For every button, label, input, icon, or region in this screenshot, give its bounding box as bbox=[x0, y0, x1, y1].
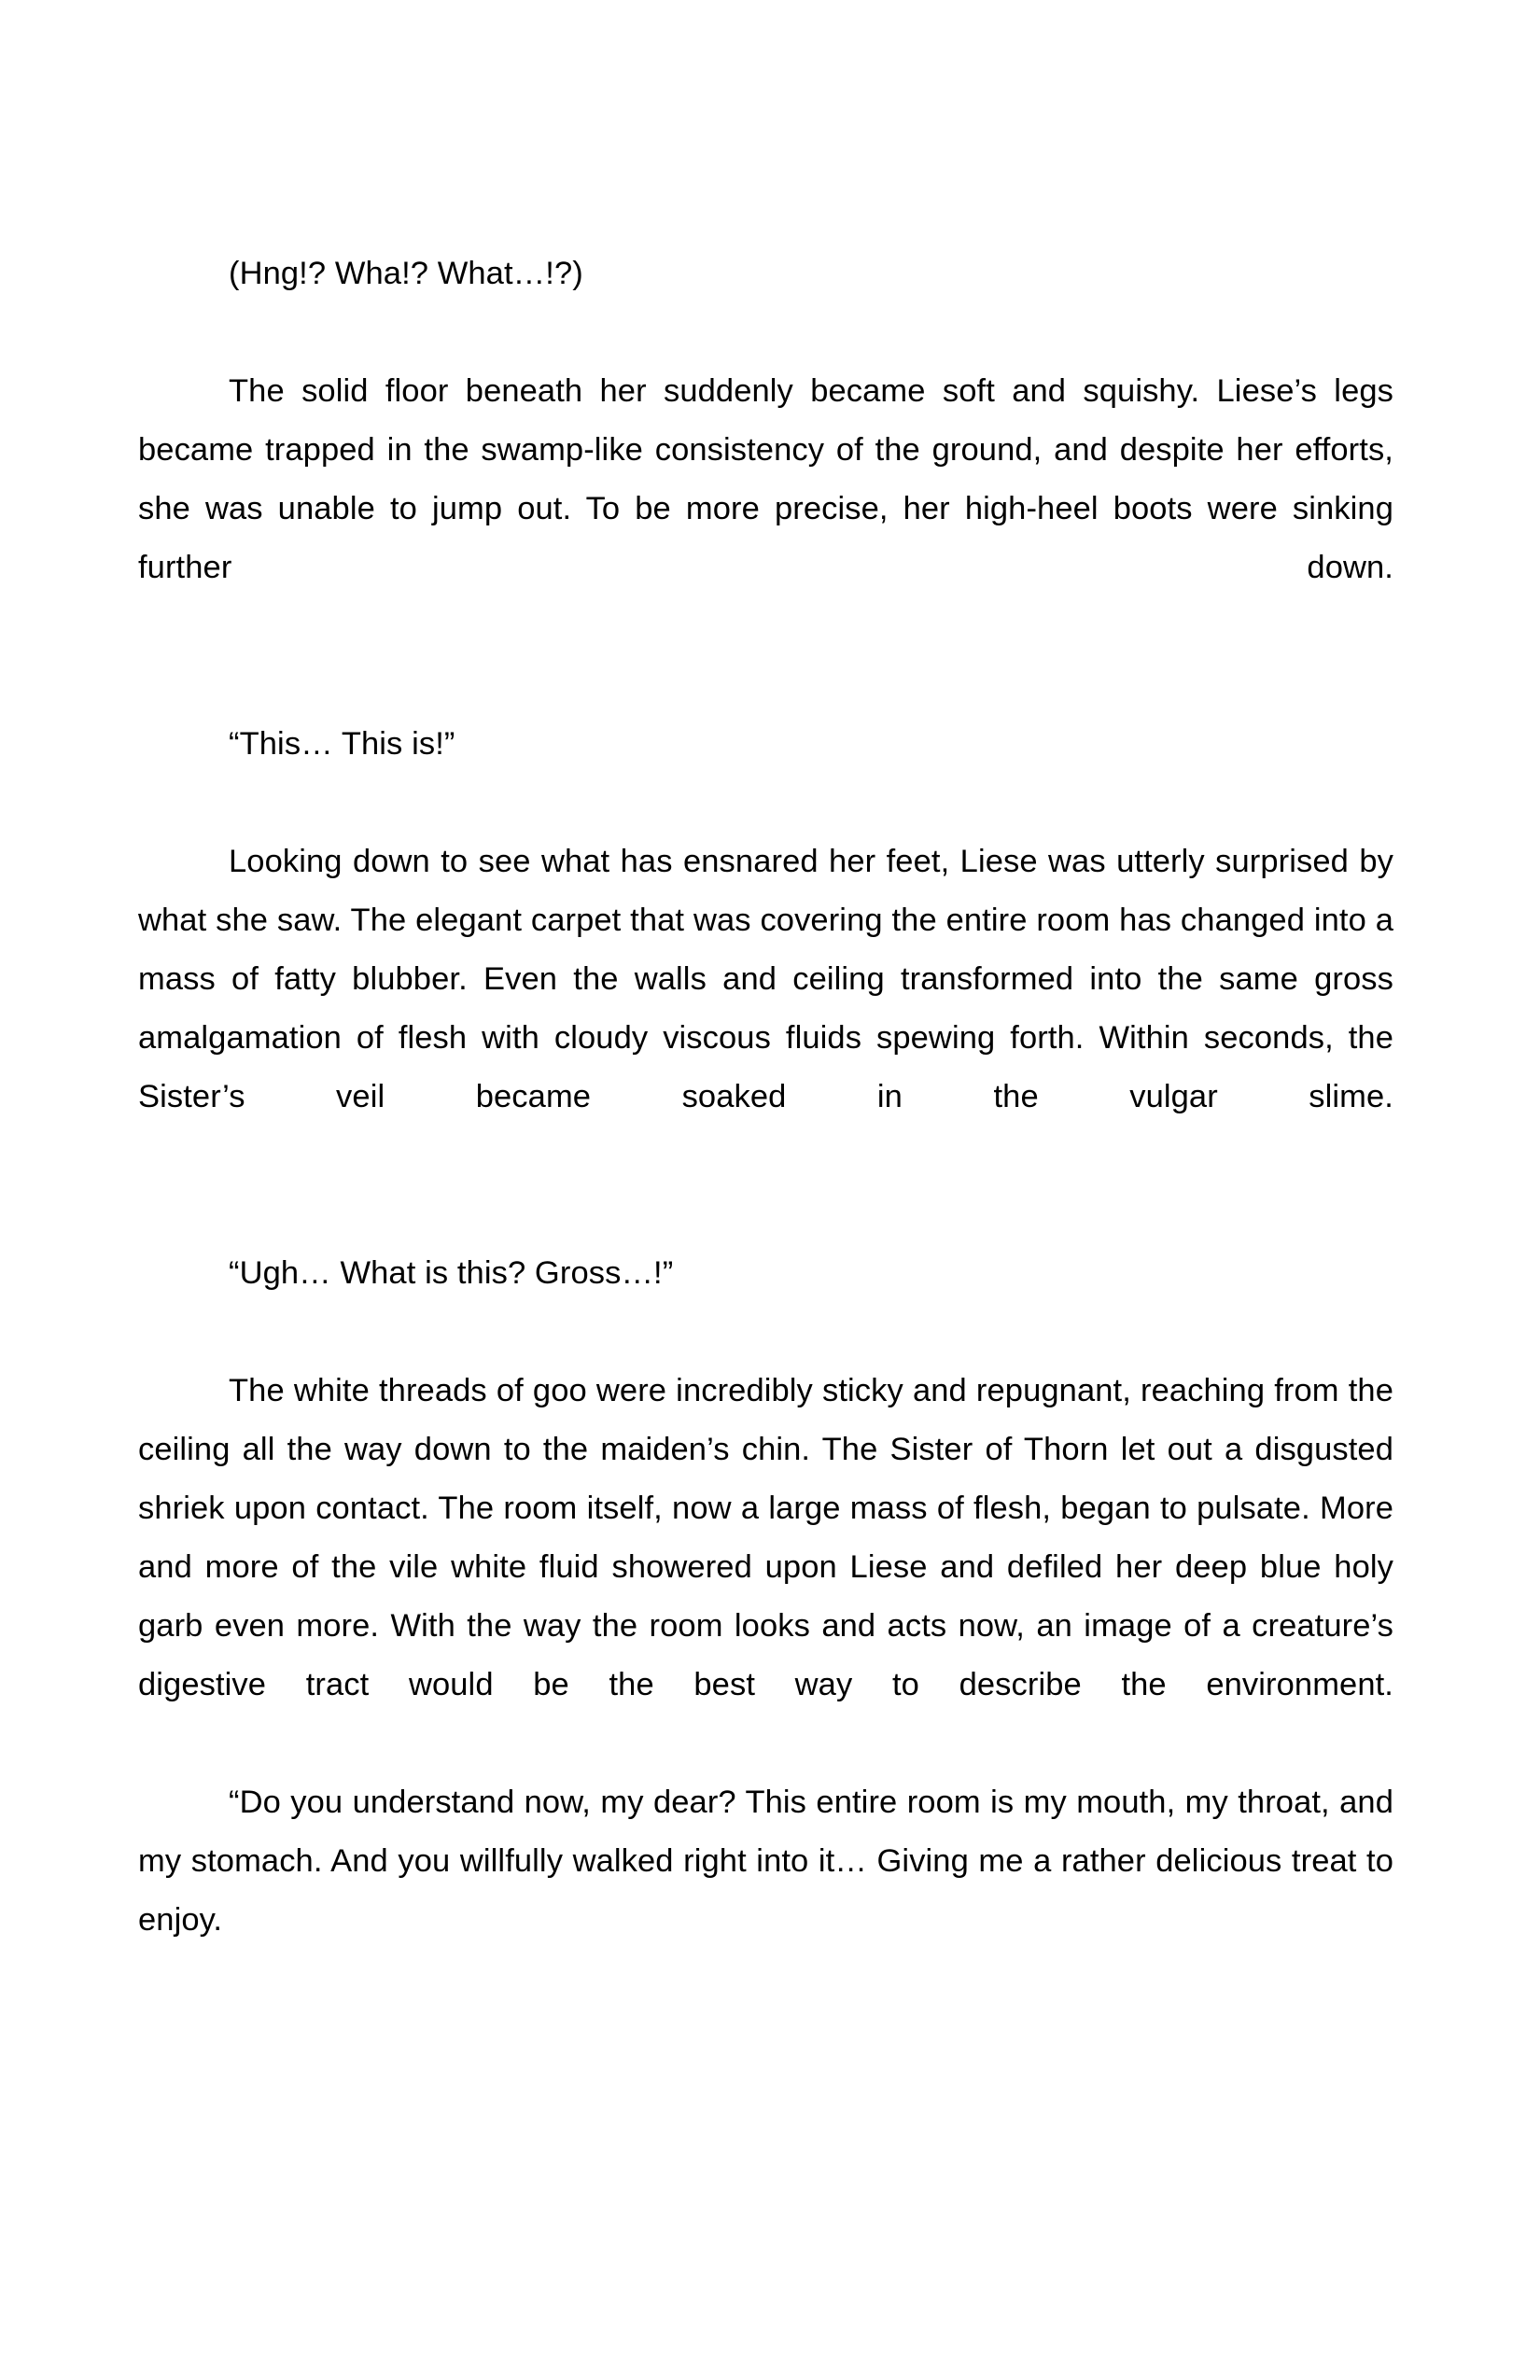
paragraph-dialogue-this-is: “This… This is!” bbox=[229, 726, 455, 762]
paragraph-dialogue-understand: “Do you understand now, my dear? This entire room is my mouth, my throat, and my stomach. And you willfully walked right into it… Giving me a rather delicious treat to enjoy. bbox=[138, 1785, 1393, 1938]
paragraph-inner-thought: (Hng!? Wha!? What…!?) bbox=[229, 256, 583, 291]
paragraph-looking-down: Looking down to see what has ensnared her feet, Liese was utterly surprised by what she saw. The elegant carpet that was covering the entire room has changed into a mass of fatty blubber. Even the walls and ceiling transformed into the same gross amalgamation of flesh with cloudy viscous fluids spewing forth. Within seconds, the Sister’s veil became soaked in the vulgar slime. bbox=[138, 844, 1393, 1114]
paragraph-floor-description: The solid floor beneath her suddenly became soft and squishy. Liese’s legs became trapped in the swamp-like consistency of the ground, and despite her efforts, she was unable to jump out. To be more precise, her high-heel boots were sinking further down. bbox=[138, 373, 1393, 585]
paragraph-white-threads: The white threads of goo were incredibly sticky and repugnant, reaching from the ceiling all the way down to the maiden’s chin. The Sister of Thorn let out a disgusted shriek upon contact. The room itself, now a large mass of flesh, began to pulsate. More and more of the vile white fluid showered upon Liese and defiled her deep blue holy garb even more. With the way the room looks and acts now, an image of a creature’s digestive tract would be the best way to describe the environment. bbox=[138, 1373, 1393, 1702]
body-text-column bbox=[138, 245, 1393, 2009]
paragraph-dialogue-ugh: “Ugh… What is this? Gross…!” bbox=[229, 1255, 674, 1291]
